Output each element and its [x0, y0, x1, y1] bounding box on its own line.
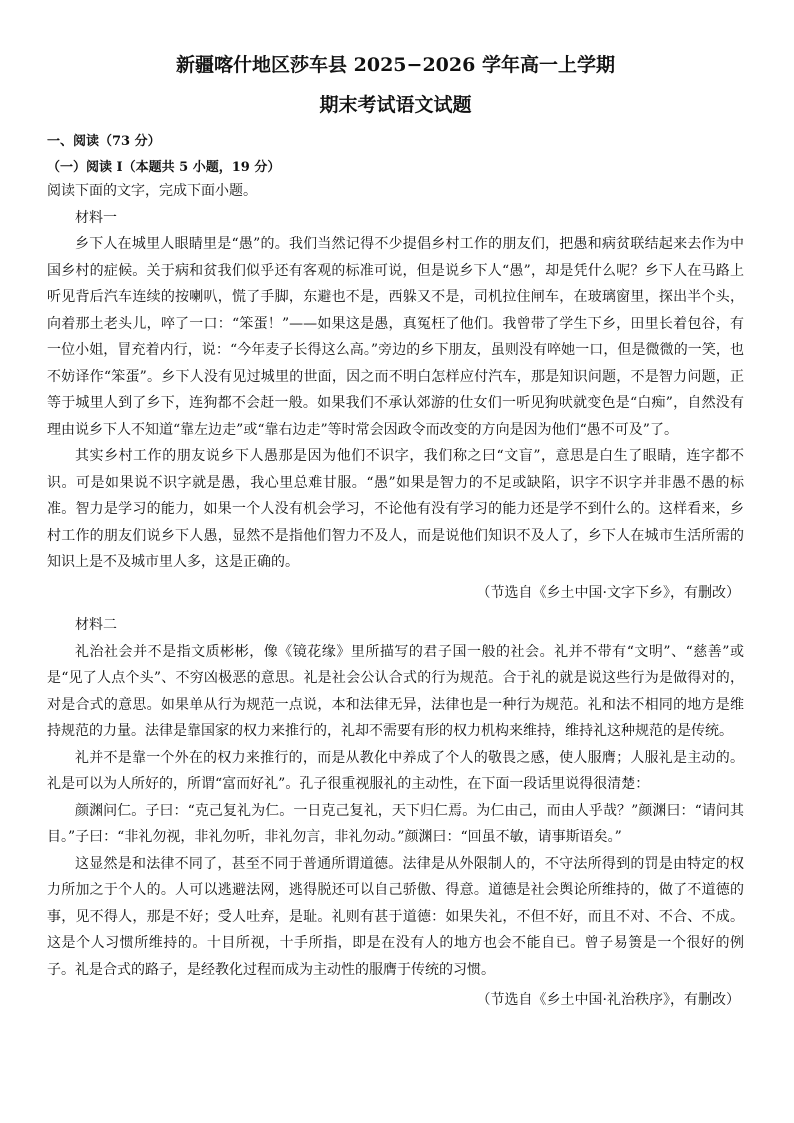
section-heading: 一、阅读（73 分）: [47, 134, 161, 149]
material-2-paragraph: 颜渊问仁。子曰：“克己复礼为仁。一日克己复礼，天下归仁焉。为仁由己，而由人乎哉？”颜渊曰：“请问其目。”子曰：“非礼勿视，非礼勿听，非礼勿言，非礼勿动。”颜渊曰：“回虽不敏，请事斯语矣。”: [47, 802, 744, 845]
material-2-paragraph: 礼并不是靠一个外在的权力来推行的，而是从教化中养成了个人的敬畏之感，使人服膺；人服礼是主动的。礼是可以为人所好的，所谓“富而好礼”。孔子很重视服礼的主动性，在下面一段话里说得很清楚：: [47, 749, 744, 792]
material-1-paragraph: 其实乡村工作的朋友说乡下人愚那是因为他们不识字，我们称之曰“文盲”，意思是白生了眼睛，连字都不识。可是如果说不识字就是愚，我心里总难甘服。“愚”如果是智力的不足或缺陷，识字不识字并非愚不愚的标准。智力是学习的能力，如果一个人没有机会学习，不论他有没有学习的能力还是学不到什么的。这样看来，乡村工作的朋友们说乡下人愚，显然不是指他们智力不及人，而是说他们知识不及人了，乡下人在城市生活所需的知识上是不及城市里人多，这是正确的。: [47, 448, 744, 570]
material-1-source: （节选自《乡土中国·文字下乡》，有删改）: [476, 584, 740, 601]
exam-title: 新疆喀什地区莎车县 2025−2026 学年高一上学期: [176, 54, 615, 76]
material-2-source: （节选自《乡土中国·礼治秩序》，有删改）: [476, 992, 740, 1008]
material-1-paragraph: 乡下人在城里人眼睛里是“愚”的。我们当然记得不少提倡乡村工作的朋友们，把愚和病贫联结起来去作为中国乡村的症候。关于病和贫我们似乎还有客观的标准可说，但是说乡下人“愚”，却是凭什么呢？乡下人在马路上听见背后汽车连续的按喇叭，慌了手脚，东避也不是，西躲又不是，司机拉住闸车，在玻璃窗里，探出半个头，向着那土老头儿，啐了一口：“笨蛋！”——如果这是愚，真冤枉了他们。我曾带了学生下乡，田里长着包谷，有一位小姐，冒充着内行，说：“今年麦子长得这么高。”旁边的乡下朋友，虽则没有啐她一口，但是微微的一笑，也不妨译作“笨蛋”。乡下人没有见过城里的世面，因之而不明白怎样应付汽车，那是知识问题，不是智力问题，正等于城里人到了乡下，连狗都不会赶一般。如果我们不承认郊游的仕女们一听见狗吠就变色是“白痴”，自然没有理由说乡下人不知道“靠左边走”或“靠右边走”等时常会因政令而改变的方向是因为他们“愚不可及”了。: [47, 236, 744, 438]
material-2-paragraph: 礼治社会并不是指文质彬彬，像《镜花缘》里所描写的君子国一般的社会。礼并不带有“文明”、“慈善”或是“见了人点个头”、不穷凶极恶的意思。礼是社会公认合式的行为规范。合于礼的就是说这些行为是做得对的，对是合式的意思。如果单从行为规范一点说，本和法律无异，法律也是一种行为规范。礼和法不相同的地方是维持规范的力量。法律是靠国家的权力来推行的，礼却不需要有形的权力机构来维持，维持礼这种规范的是传统。: [47, 643, 744, 739]
material-2-paragraph: 这显然是和法律不同了，甚至不同于普通所谓道德。法律是从外限制人的，不守法所得到的罚是由特定的权力所加之于个人的。人可以逃避法网，逃得脱还可以自己骄傲、得意。道德是社会舆论所维持的，做了不道德的事，见不得人，那是不好；受人吐弃，是耻。礼则有甚于道德：如果失礼，不但不好，而且不对、不合、不成。这是个人习惯所维持的。十目所视，十手所指，即是在没有人的地方也会不能自已。曾子易箦是一个很好的例子。礼是合式的路子，是经教化过程而成为主动性的服膺于传统的习惯。: [47, 855, 744, 978]
material-2-label: 材料二: [75, 617, 117, 633]
subsection-heading: （一）阅读 I（本题共 5 小题，19 分）: [47, 160, 281, 175]
exam-subtitle: 期末考试语文试题: [319, 94, 472, 116]
instruction-text: 阅读下面的文字，完成下面小题。: [47, 183, 257, 199]
material-1-label: 材料一: [75, 209, 117, 226]
